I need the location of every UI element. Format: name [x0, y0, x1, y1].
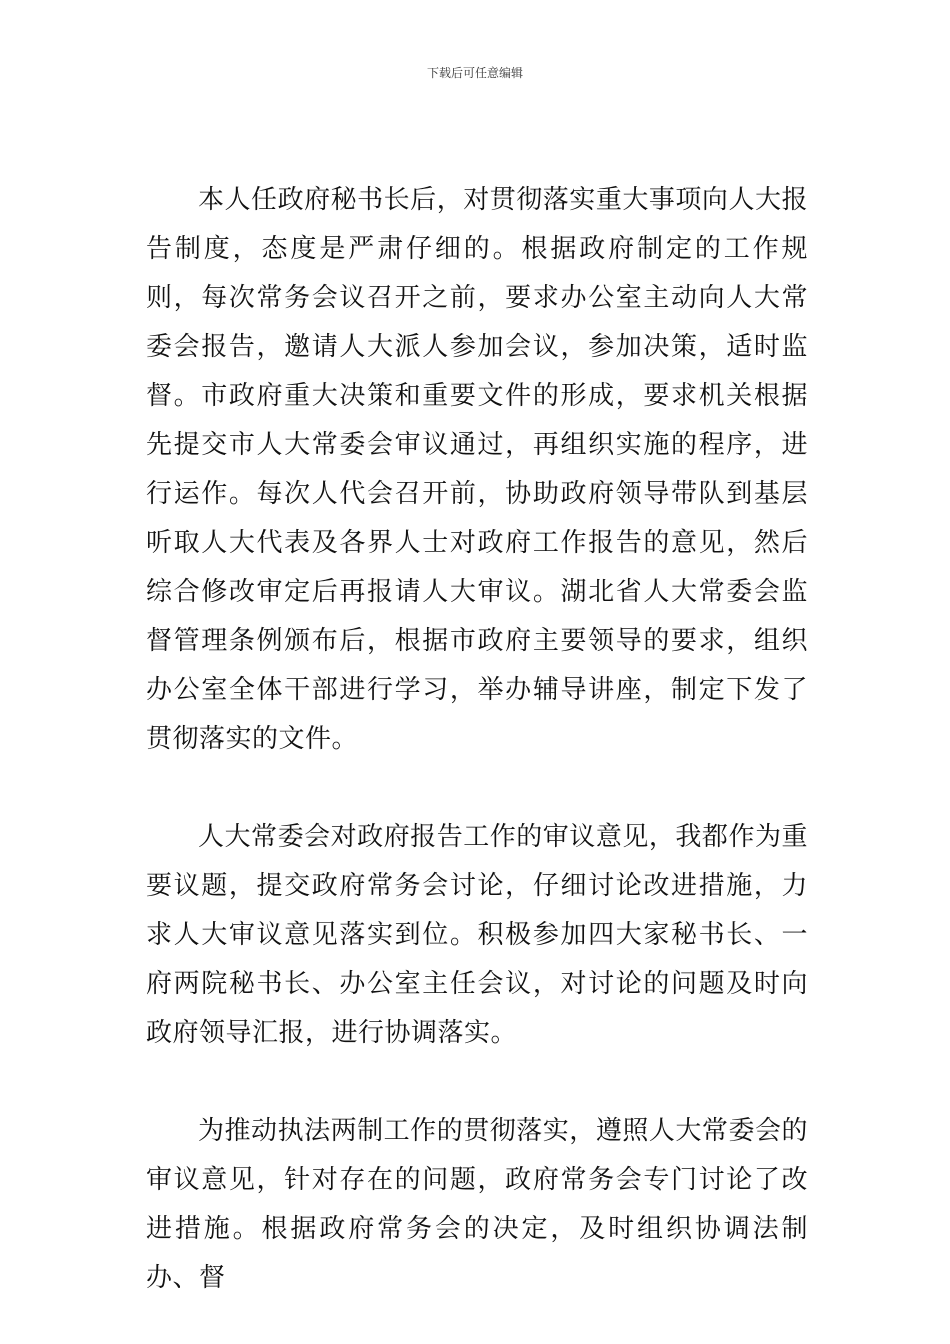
document-body — [146, 176, 808, 1303]
paragraph-2: 人大常委会对政府报告工作的审议意见，我都作为重要议题，提交政府常务会讨论，仔细讨论改进措施，力求人大审议意见落实到位。积极参加四大家秘书长、一府两院秘书长、办公室主任会议，对讨论的问题及时向政府领导汇报，进行协调落实。 — [146, 822, 808, 1048]
page-header: 下载后可任意编辑 — [426, 66, 523, 80]
paragraph-3: 为推动执法两制工作的贯彻落实，遵照人大常委会的审议意见，针对存在的问题，政府常务会专门讨论了改进措施。根据政府常务会的决定，及时组织协调法制办、督 — [146, 1116, 808, 1293]
paragraph-1: 本人任政府秘书长后，对贯彻落实重大事项向人大报告制度，态度是严肃仔细的。根据政府制定的工作规则，每次常务会议召开之前，要求办公室主动向人大常委会报告，邀请人大派人参加会议，参加决策，适时监督。市政府重大决策和重要文件的形成，要求机关根据先提交市人大常委会审议通过，再组织实施的程序，进行运作。每次人代会召开前，协助政府领导带队到基层听取人大代表及各界人士对政府工作报告的意见，然后综合修改审定后再报请人大审议。湖北省人大常委会监督管理条例颁布后，根据市政府主要领导的要求，组织办公室全体干部进行学习，举办辅导讲座，制定下发了贯彻落实的文件。 — [146, 185, 808, 754]
